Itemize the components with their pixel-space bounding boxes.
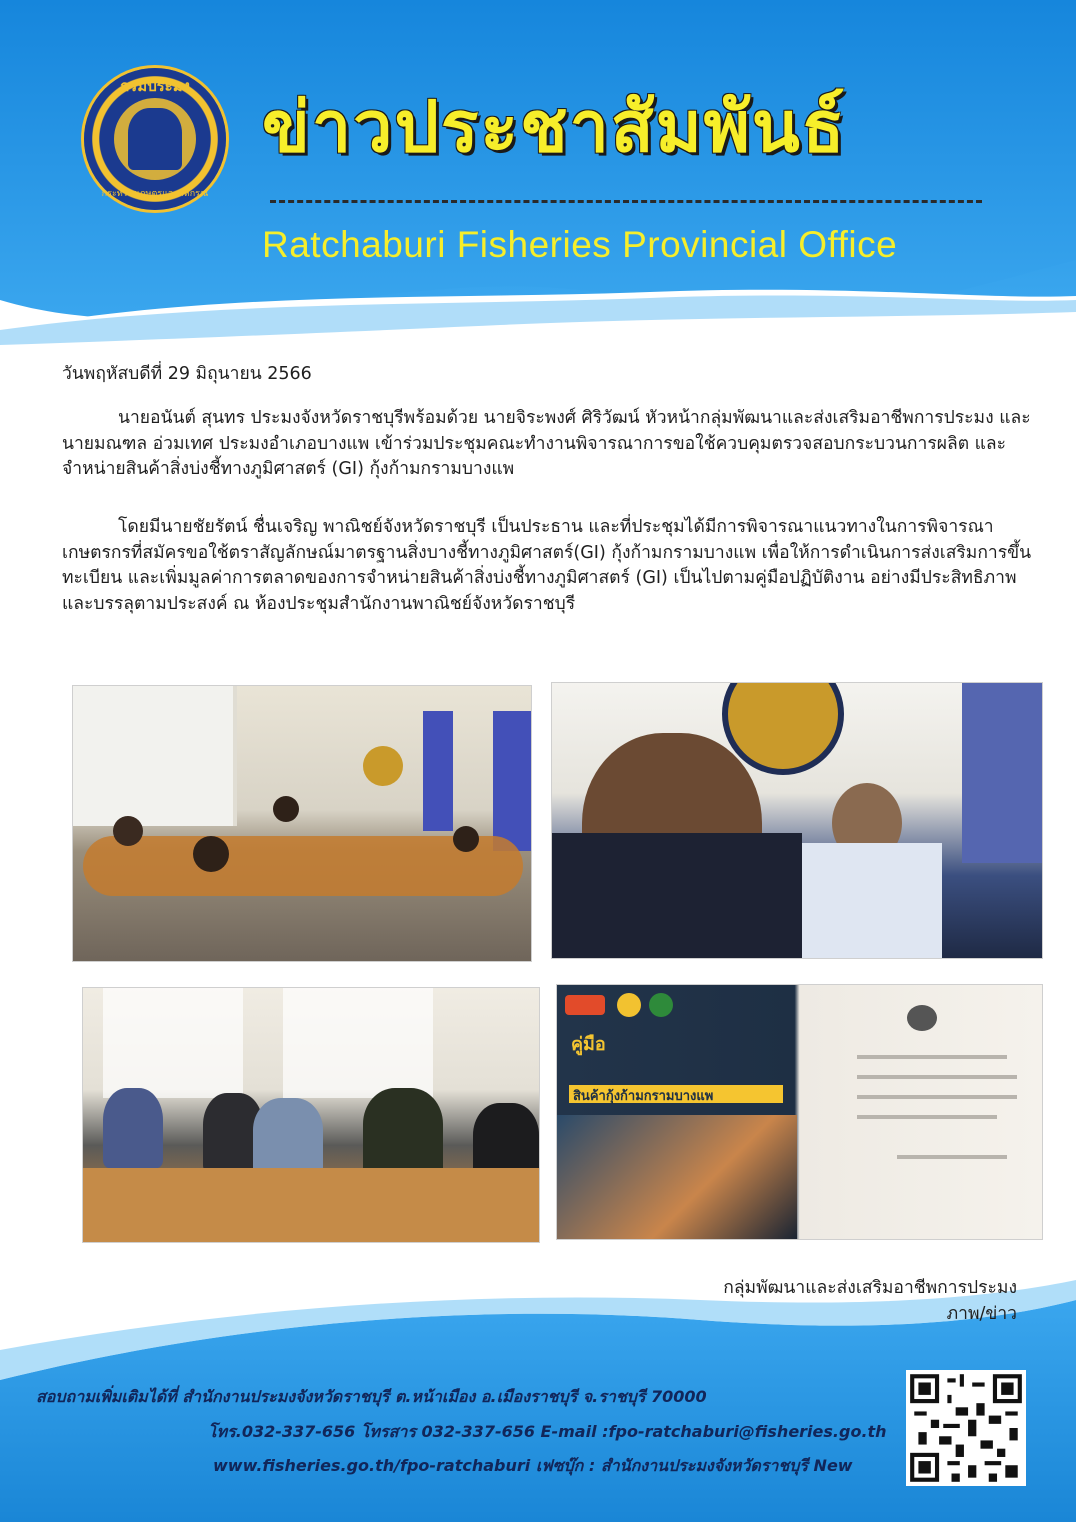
gi-booklet-and-document-photo: [556, 984, 1043, 1240]
page-title: ข่าวประชาสัมพันธ์: [262, 86, 847, 168]
office-subtitle: Ratchaburi Fisheries Provincial Office: [262, 224, 898, 265]
article-date: วันพฤหัสบดีที่ 29 มิถุนายน 2566: [62, 364, 312, 384]
footer-address: สอบถามเพิ่มเติมได้ที่ สำนักงานประมงจังหวัดราชบุรี ต.หน้าเมือง อ.เมืองราชบุรี จ.ราชบุรี 70000: [36, 1387, 707, 1406]
logo-text-bottom: กระทรวงเกษตรและสหกรณ์: [101, 189, 209, 199]
logo-text-top: กรมประมง: [120, 77, 190, 95]
credit-photo-news: ภาพ/ข่าว: [946, 1304, 1017, 1324]
fisheries-department-logo: [84, 68, 226, 210]
header-divider: [270, 200, 982, 203]
qr-code: [906, 1370, 1026, 1486]
meeting-participants-photo: [82, 987, 540, 1243]
credit-department: กลุ่มพัฒนาและส่งเสริมอาชีพการประมง: [723, 1278, 1017, 1298]
footer-website: www.fisheries.go.th/fpo-ratchaburi เฟซบุ๊ก : สำนักงานประมงจังหวัดราชบุรี New: [213, 1456, 853, 1475]
booklet-title: คู่มือ: [571, 1034, 606, 1055]
booklet-product: สินค้ากุ้งก้ามกรามบางแพ: [569, 1085, 783, 1103]
official-at-meeting-photo: [551, 682, 1043, 959]
article-paragraph-2: โดยมีนายชัยรัตน์ ชื่นเจริญ พาณิชย์จังหวัดราชบุรี เป็นประธาน และที่ประชุมได้มีการพิจารณาแนวทางในการพิจารณาเกษตรกรที่สมัครขอใช้ตราสัญลักษณ์มาตรฐานสิ่งบางชี้ทางภูมิศาสตร์(GI) กุ้งก้ามกรามบางแพ เพื่อให้การดำเนินการส่งเสริมการขึ้นทะเบียน และเพิ่มมูลค่าการตลาดของการจำหน่ายสินค้าสิ่งบ่งชี้ทางภูมิศาสตร์ (GI) เป็นไปตามคู่มือปฏิบัติงาน อย่างมีประสิทธิภาพและบรรลุตามประสงค์ ณ ห้องประชุมสำนักงานพาณิชย์จังหวัดราชบุรี: [62, 517, 1032, 614]
meeting-room-photo: [72, 685, 532, 962]
footer-contact: โทร.032-337-656 โทรสาร 032-337-656 E-mail :fpo-ratchaburi@fisheries.go.th: [208, 1422, 887, 1441]
logo-emblem-figure: [128, 108, 182, 170]
article-paragraph-1: นายอนันต์ สุนทร ประมงจังหวัดราชบุรีพร้อมด้วย นายจิระพงศ์ ศิริวัฒน์ หัวหน้ากลุ่มพัฒนาและส่งเสริมอาชีพการประมง และนายมณฑล อ่วมเทศ ประมงอำเภอบางแพ เข้าร่วมประชุมคณะทำงานพิจารณาการขอใช้ควบคุมตรวจสอบกระบวนการผลิต และจำหน่ายสินค้าสิ่งบ่งชี้ทางภูมิศาสตร์ (GI) กุ้งก้ามกรามบางแพ: [62, 408, 1031, 479]
